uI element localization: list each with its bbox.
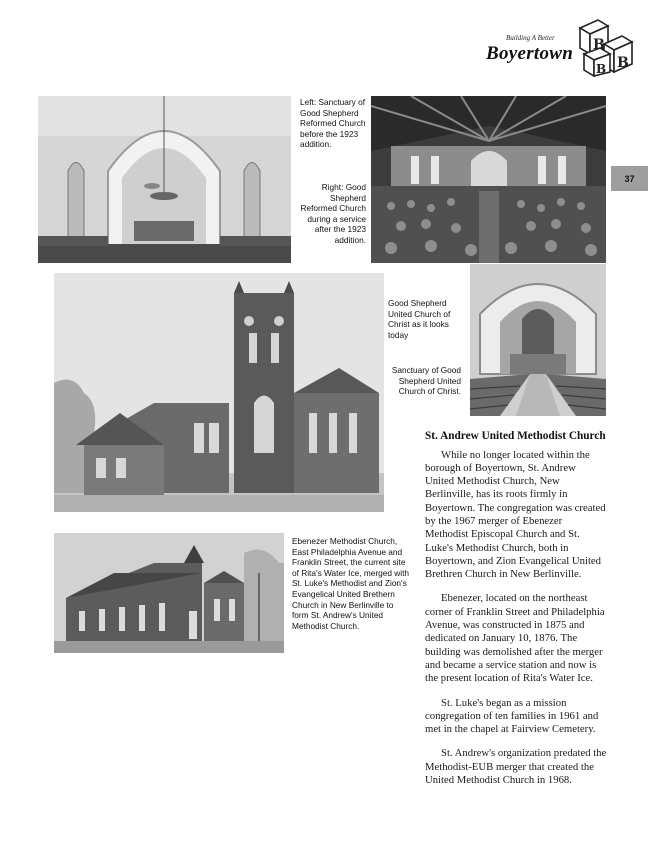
article-st-andrew — [425, 430, 607, 787]
caption-sanctuary-ucc: Sanctuary of Good Shepherd United Church of Christ. — [391, 365, 461, 397]
caption-church-today: Good Shepherd United Church of Christ as it looks today — [388, 298, 451, 340]
photo-service-after-1923 — [371, 96, 606, 263]
photo-church-today — [54, 273, 384, 512]
block-letter-3: B — [596, 62, 607, 76]
caption-sanctuary-before: Left: Sanctuary of Good Shepherd Reformed Church before the 1923 addition. — [300, 97, 366, 150]
blocks-logo-icon — [574, 14, 636, 78]
article-paragraph-4: St. Andrew's organization predated the Methodist-EUB merger that created the United Methodist Church in 1968. — [425, 747, 607, 787]
article-paragraph-1: While no longer located within the borough of Boyertown, St. Andrew United Methodist Church, New Berlinville, has its roots firmly in Boyertown. The congregation was created by the 1967 merger of Ebenezer Methodist Episcopal Church and St. Luke's Methodist Church, both in Boyertown, and Zion Evangelical United Brethren Church in New Berlinville. — [425, 448, 606, 581]
logo-title: Boyertown — [486, 43, 574, 64]
caption-ebenezer: Ebenezer Methodist Church, East Philadelphia Avenue and Franklin Street, the current site of Rita's Water Ice, merged with St. Luke's Methodist and Zion's Evangelical United Brethern Church in New Berlinville to form St. Andrew's United Methodist Church. — [292, 536, 410, 631]
caption-service-after: Right: Good Shepherd Reformed Church during a service after the 1923 addition. — [300, 182, 366, 245]
block-letter-2: B — [617, 55, 629, 71]
logo-tagline: Building A Better — [506, 34, 555, 42]
article-paragraph-3: St. Luke's began as a mission congregation of ten families in 1961 and met in the chapel at Fairview Cemetery. — [425, 696, 599, 736]
article-title: St. Andrew United Methodist Church — [425, 430, 606, 442]
photo-sanctuary-before-1923 — [38, 96, 291, 263]
page-number-tab: 37 — [611, 166, 648, 191]
photo-sanctuary-ucc — [470, 264, 606, 416]
article-paragraph-2: Ebenezer, located on the northeast corner of Franklin Street and Philadelphia Avenue, was constructed in 1875 and dedicated on January 10, 1876. The building was demolished after the merger and became a service station and now is the present location of Rita's Water Ice. — [425, 592, 605, 685]
block-letter-1: B — [593, 37, 605, 53]
photo-ebenezer-church — [54, 533, 284, 653]
